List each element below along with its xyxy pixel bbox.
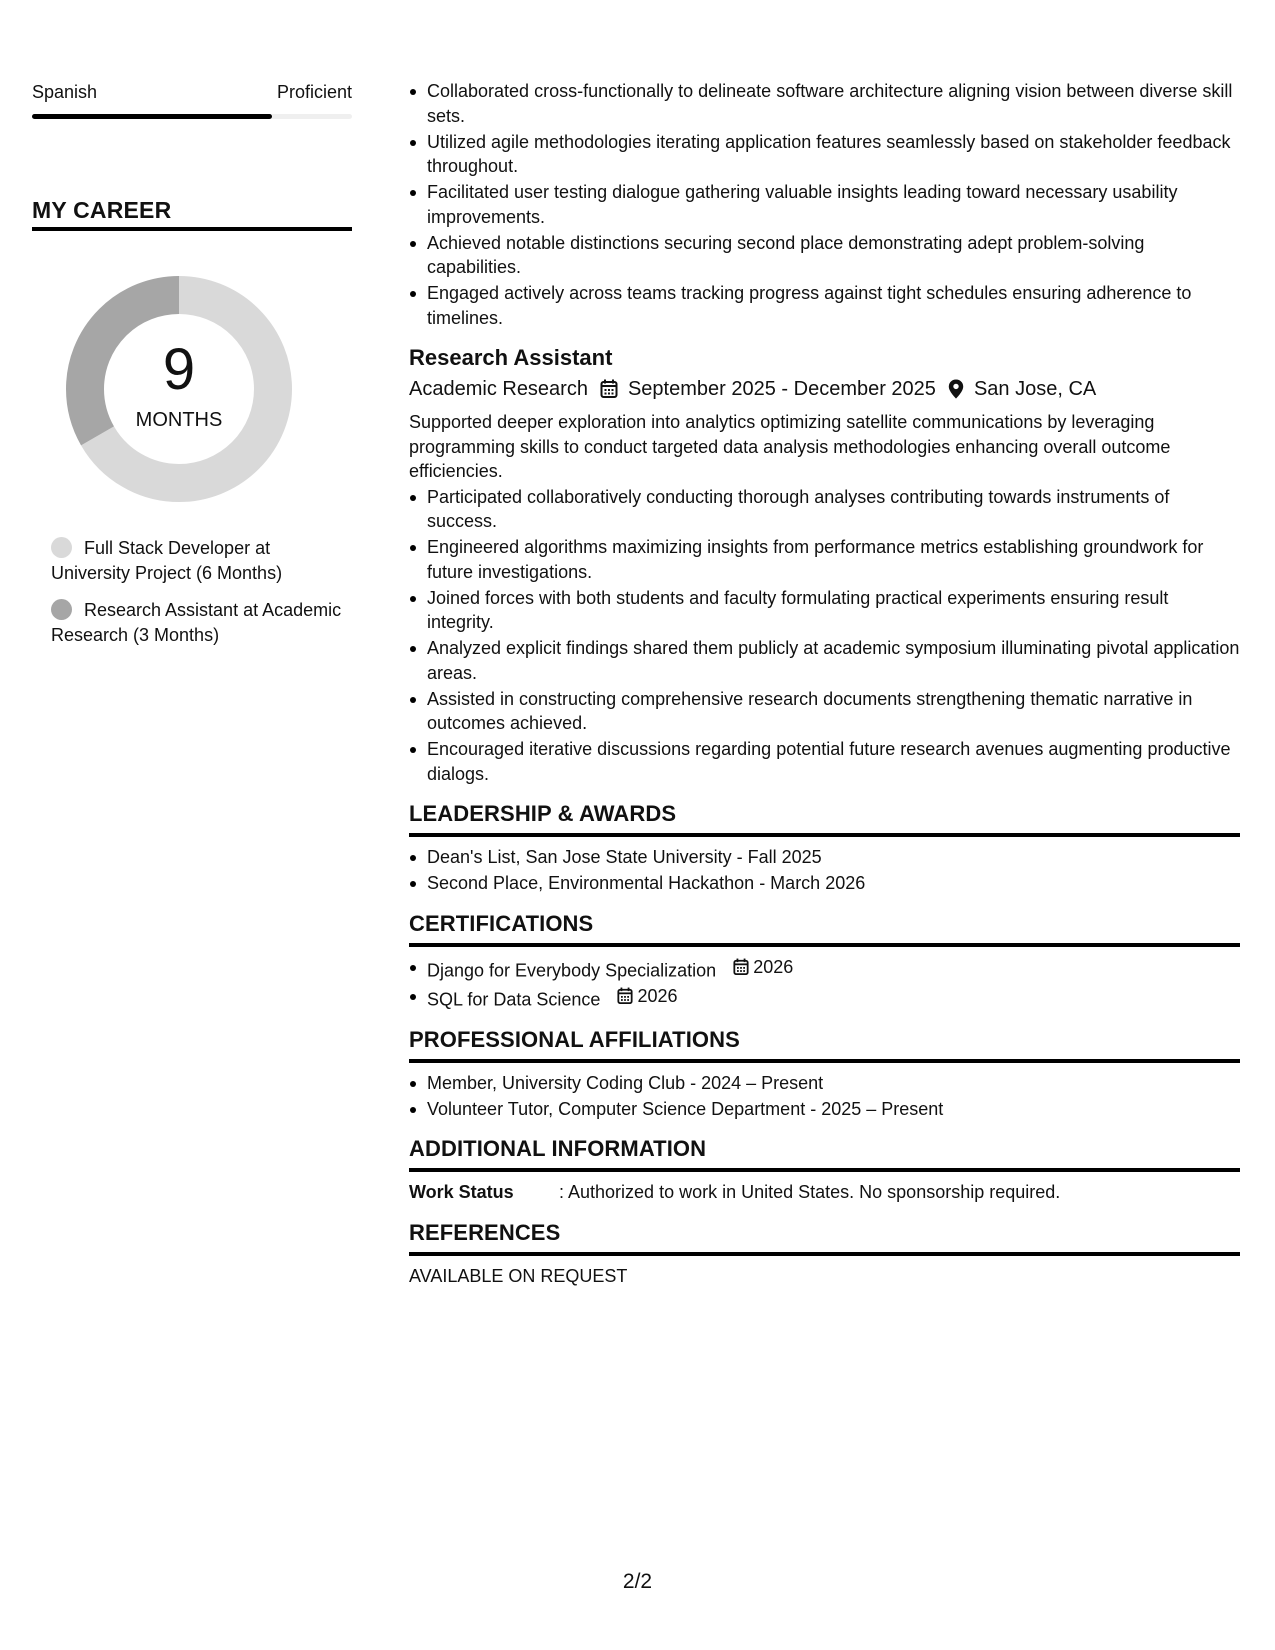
sidebar <box>32 80 352 645</box>
certifications-heading: CERTIFICATIONS <box>409 910 594 936</box>
language-proficiency-bar <box>32 114 352 119</box>
additional-info-heading: ADDITIONAL INFORMATION <box>409 1136 707 1161</box>
career-total-unit: MONTHS <box>135 409 223 431</box>
list-item: Utilized agile methodologies iterating application features seamlessly based on stakeholder feedback throughout. <box>409 130 1240 179</box>
list-item: Member, University Coding Club - 2024 – Present <box>409 1071 1240 1096</box>
job-dates: September 2025 - December 2025 <box>627 378 936 400</box>
calendar-icon <box>733 958 749 976</box>
list-item: Second Place, Environmental Hackathon - March 2026 <box>409 871 1240 896</box>
list-item: Facilitated user testing dialogue gathering valuable insights leading toward necessary usability improvements. <box>409 180 1240 229</box>
list-item: Joined forces with both students and faculty formulating practical experiments ensuring result integrity. <box>409 586 1240 635</box>
career-donut-chart <box>66 276 292 502</box>
legend-item <box>51 536 351 586</box>
list-item <box>409 955 1240 983</box>
section-divider <box>409 1059 1240 1063</box>
career-heading: MY CAREER <box>32 197 172 223</box>
list-item: Engaged actively across teams tracking progress against tight schedules ensuring adherence to timelines. <box>409 281 1240 330</box>
work-status-label: Work Status <box>409 1182 514 1202</box>
leadership-heading: LEADERSHIP & AWARDS <box>409 801 677 826</box>
certification-name: Django for Everybody Specialization <box>427 959 717 980</box>
legend-text: Full Stack Developer at University Project (6 Months) <box>51 538 283 583</box>
main-content <box>409 79 1240 1288</box>
job-bullets <box>409 485 1240 787</box>
job-summary: Supported deeper exploration into analytics optimizing satellite communications by leveraging programming skills to conduct targeted data analysis methodologies enhancing overall outcome efficiencies. <box>409 412 1171 481</box>
certification-year: 2026 <box>753 956 794 977</box>
section-divider <box>409 1168 1240 1172</box>
references-heading: REFERENCES <box>409 1219 561 1245</box>
job-meta <box>409 375 1240 403</box>
section-divider <box>409 833 1240 837</box>
leadership-list <box>409 845 1240 896</box>
section-divider <box>409 943 1240 947</box>
affiliations-list <box>409 1071 1240 1122</box>
map-pin-icon <box>948 379 964 399</box>
legend-item <box>51 598 351 648</box>
certifications-list <box>409 955 1240 1012</box>
list-item: Collaborated cross-functionally to delineate software architecture aligning vision between diverse skill sets. <box>409 79 1240 128</box>
section-divider <box>409 1252 1240 1256</box>
language-name: Spanish <box>32 82 98 102</box>
calendar-icon <box>617 987 633 1005</box>
list-item: Achieved notable distinctions securing second place demonstrating adept problem-solving capabilities. <box>409 231 1240 280</box>
list-item: Engineered algorithms maximizing insights from performance metrics establishing groundwork for future investigations. <box>409 535 1240 584</box>
language-proficiency-fill <box>32 114 272 119</box>
work-status-value: : Authorized to work in United States. No sponsorship required. <box>559 1182 1061 1202</box>
certification-year: 2026 <box>637 985 678 1006</box>
previous-job-bullets <box>409 79 1240 330</box>
work-status-row <box>409 1180 1240 1205</box>
legend-dot <box>51 537 72 558</box>
references-text: AVAILABLE ON REQUEST <box>409 1265 628 1286</box>
legend-dot <box>51 599 72 620</box>
job-title: Research Assistant <box>409 345 613 370</box>
language-level: Proficient <box>276 82 352 102</box>
list-item: Assisted in constructing comprehensive research documents strengthening thematic narrative in outcomes achieved. <box>409 687 1240 736</box>
page-number: 2/2 <box>622 1570 653 1593</box>
career-total-number: 9 <box>162 337 196 402</box>
legend-text: Research Assistant at Academic Research (3 Months) <box>51 600 342 645</box>
list-item: Participated collaboratively conducting thorough analyses contributing towards instruments of success. <box>409 485 1240 534</box>
language-skill <box>32 80 352 119</box>
list-item <box>409 984 1240 1012</box>
list-item: Dean's List, San Jose State University - Fall 2025 <box>409 845 1240 870</box>
certification-name: SQL for Data Science <box>427 989 601 1009</box>
job-company: Academic Research <box>409 378 588 400</box>
list-item: Analyzed explicit findings shared them publicly at academic symposium illuminating pivotal application areas. <box>409 636 1240 685</box>
list-item: Encouraged iterative discussions regarding potential future research avenues augmenting productive dialogs. <box>409 737 1240 786</box>
career-legend <box>51 536 351 660</box>
affiliations-heading: PROFESSIONAL AFFILIATIONS <box>409 1026 740 1052</box>
career-divider <box>32 227 352 231</box>
list-item: Volunteer Tutor, Computer Science Department - 2025 – Present <box>409 1097 1240 1122</box>
calendar-icon <box>600 379 618 399</box>
job-location: San Jose, CA <box>973 378 1097 400</box>
